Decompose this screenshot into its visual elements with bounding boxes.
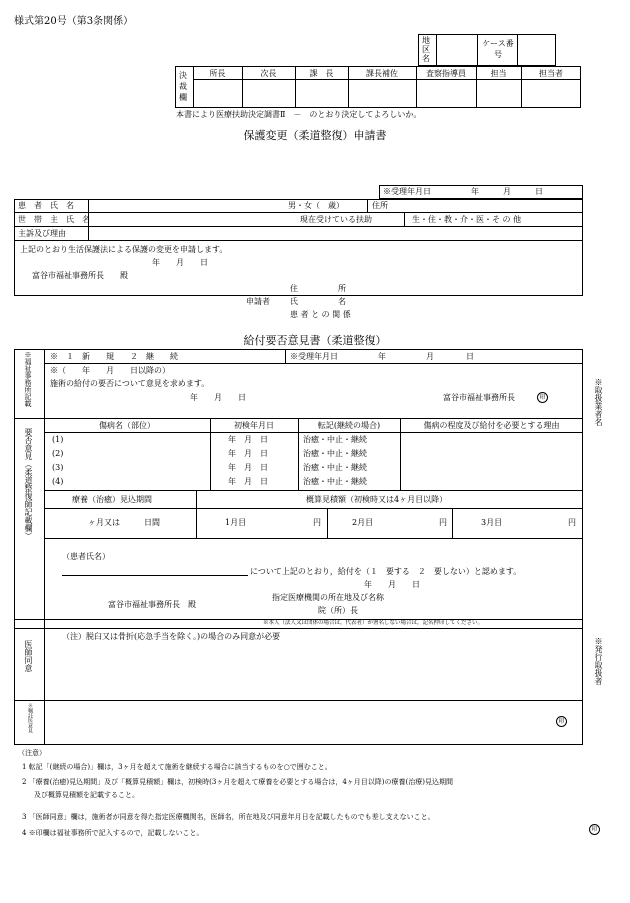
- notes-title: （注意）: [18, 749, 46, 757]
- applicant-label: 申請者: [246, 297, 270, 306]
- note-3: 3 「医師同意」欄は，施術者が同意を得た指定医療機関名，医師名，所在地及び同意年月日を記載したものでも差し支えないこと。: [22, 813, 435, 821]
- seal-icon-2: 印: [556, 716, 567, 727]
- opinion-request: 施術の給付の要否について意見を求めます。: [50, 379, 210, 388]
- application-statement: 上記のとおり生活保護法による保護の変更を申請します。: [20, 245, 228, 254]
- header-transfer: 転記(継続の場合): [317, 421, 381, 430]
- applicant-address-label: 住 所: [290, 284, 346, 293]
- row-2-num: (2): [52, 449, 64, 458]
- application-addressee: 富谷市福祉事務所長 殿: [32, 271, 128, 280]
- patient-name-line: [62, 575, 248, 576]
- row-2-date: 年 月 日: [228, 449, 268, 458]
- note-2: 2 「療養(治癒)見込期間」及び「概算見積額」欄は，初検時(3ヶ月を超えて療養を必要とする場合は，4ヶ月目以降)の療養(治療)見込期間: [22, 778, 453, 786]
- month-1-yen: 円: [313, 518, 321, 527]
- col-inspector: 査察指導員: [426, 69, 466, 78]
- decision-label: 決裁欄: [179, 71, 187, 102]
- col-person-in-charge: 担当者: [539, 69, 563, 78]
- request-date: 年 月 日: [190, 393, 246, 402]
- month-2-yen: 円: [439, 518, 447, 527]
- director-label: 院（所）長: [318, 606, 358, 615]
- row-4-num: (4): [52, 477, 64, 486]
- col-deputy: 次長: [260, 69, 277, 78]
- clinic-label: 指定医療機関の所在地及び名称: [272, 593, 384, 602]
- aid-types: 生・住・教・介・医・そ の 他: [412, 215, 522, 224]
- note-1: 1 転記「(継続の場合)」欄は，3ヶ月を超えて施術を継続する場合に該当するものを○で囲むこと。: [22, 763, 332, 771]
- household-head-label: 世 帯 主 氏 名: [18, 215, 90, 224]
- district-label: 地区名: [422, 36, 430, 63]
- office-column-label: ※福祉事務所記載: [24, 351, 32, 407]
- signature-note: ※本人（法人又は団体の場合は，代表者）が署名しない場合は，記名押印してください。: [263, 620, 484, 626]
- col-in-charge: 担当: [490, 69, 507, 78]
- month-1-label: 1月目: [225, 518, 247, 527]
- header-first-exam: 初検年月日: [234, 421, 274, 430]
- approve-date: 年 月 日: [364, 580, 420, 589]
- received-date: ※受理年月日 年 月 日: [383, 187, 543, 196]
- months-days: ヶ月又は 日間: [88, 518, 160, 527]
- row-2-status: 治癒・中止・継続: [303, 449, 367, 458]
- header-injury: 傷病名（部位）: [99, 421, 155, 430]
- opinion-title: 給付要否意見書（柔道整復）: [243, 334, 387, 347]
- row-3-num: (3): [52, 463, 64, 472]
- sex-age: 男・女（ 歳）: [288, 201, 344, 210]
- col-assistant-chief: 課長補佐: [366, 69, 398, 78]
- application-title: 保護変更（柔道整復）申請書: [243, 129, 387, 142]
- doctor-consent-label: 医師同意: [24, 640, 33, 672]
- patient-name-2: （患者氏名）: [62, 552, 110, 561]
- note-2-cont: 及び概算見積額を記載すること。: [34, 791, 139, 799]
- seal-icon: 印: [537, 392, 548, 403]
- form-number: 様式第20号（第3条関係）: [14, 16, 134, 27]
- month-2-label: 2月目: [352, 518, 374, 527]
- col-section-chief: 課 長: [309, 69, 334, 78]
- office-opinion-label: ※嘱託医意見: [27, 703, 33, 733]
- since-date: ※（ 年 月 日以降の）: [50, 366, 170, 375]
- address-label: 住所: [372, 201, 388, 210]
- seal-icon-3: 印: [589, 824, 600, 835]
- approval-line: 本書により医療扶助決定調書Ⅱ － のとおり決定してよろしいか。: [176, 110, 422, 119]
- estimate-label: 概算見積額（初検時又は4ヶ月目以降）: [306, 495, 448, 504]
- main-opinion-column-label: 要否意見（柔道整復師記載欄）: [24, 428, 33, 540]
- relation-label: 患 者 と の 関 係: [290, 310, 351, 319]
- patient-name-label: 患 者 氏 名: [18, 201, 74, 210]
- row-1-status: 治癒・中止・継続: [303, 435, 367, 444]
- col-director: 所長: [209, 69, 226, 78]
- doctor-note: （注）脱臼又は骨折(応急手当を除く。)の場合のみ同意が必要: [62, 632, 281, 641]
- applicant-name-label: 氏 名: [290, 297, 346, 306]
- current-aid-label: 現在受けている扶助: [300, 215, 372, 224]
- row-4-status: 治癒・中止・継続: [303, 477, 367, 486]
- side-handler-label: ※取扱業者名: [594, 378, 603, 426]
- row-1-date: 年 月 日: [228, 435, 268, 444]
- month-3-yen: 円: [568, 518, 576, 527]
- row-3-date: 年 月 日: [228, 463, 268, 472]
- reason-label: 主訴及び理由: [18, 229, 66, 238]
- office-head-2: 富谷市福祉事務所長 殿: [108, 600, 196, 609]
- note-4: 4 ※印欄は福祉事務所で記入するので，記載しないこと。: [22, 829, 204, 837]
- application-date: 年 月 日: [152, 258, 208, 267]
- row-3-status: 治癒・中止・継続: [303, 463, 367, 472]
- case-number-label: ケース番号: [482, 39, 514, 59]
- header-reason: 傷病の程度及び給付を必要とする理由: [423, 421, 560, 430]
- office-head-seal: 富谷市福祉事務所長: [443, 393, 515, 402]
- row-1-num: (1): [52, 435, 64, 444]
- row-4-date: 年 月 日: [228, 477, 268, 486]
- side-issue-label: ※発行取扱者: [594, 637, 603, 685]
- received-date-2: ※受理年月日 年 月 日: [290, 352, 474, 361]
- month-3-label: 3月目: [481, 518, 503, 527]
- new-renew: ※ １ 新 規 ２ 継 続: [50, 352, 178, 361]
- treatment-period-label: 療養（治癒）見込期間: [72, 495, 152, 504]
- opinion-box: [14, 349, 583, 745]
- approve-text: について上記のとおり，給付を（１ 要する ２ 要しない）と認めます。: [250, 567, 522, 576]
